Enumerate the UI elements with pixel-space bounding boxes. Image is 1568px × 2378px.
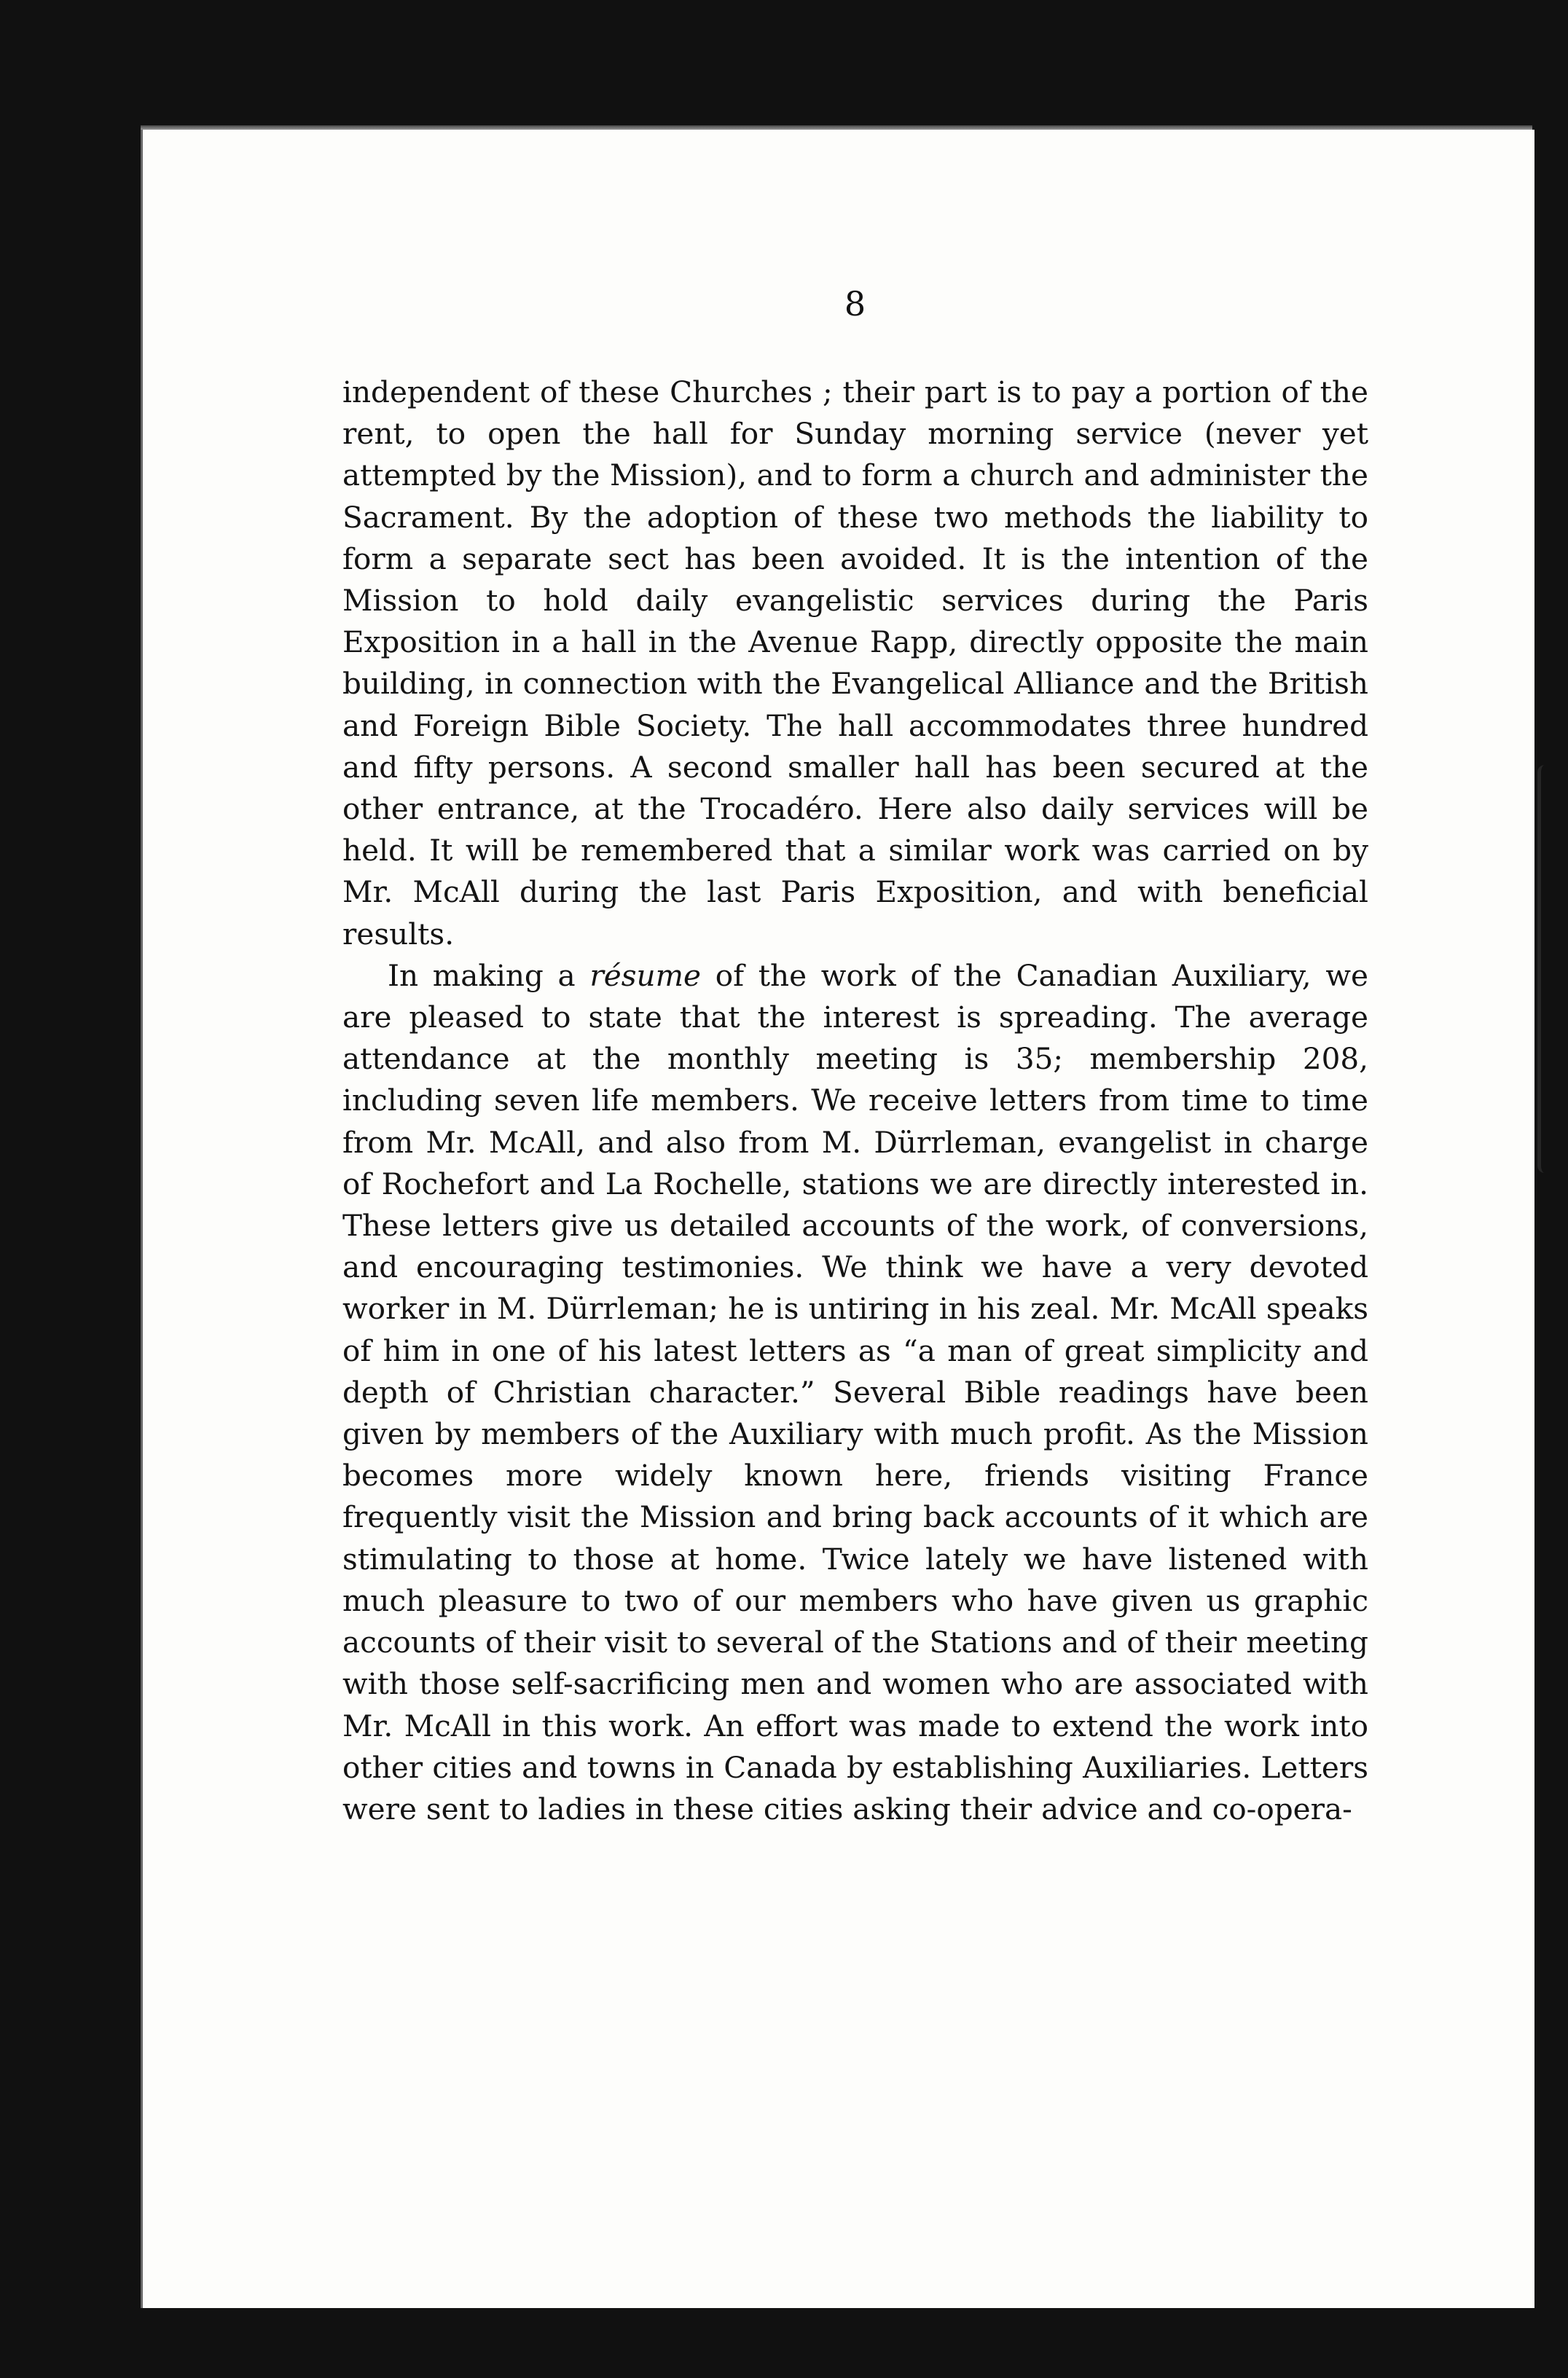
paragraph-2-text-start: In making a xyxy=(388,957,590,993)
paragraph-2-italic-word: résume xyxy=(589,957,701,993)
paragraph-1 xyxy=(342,372,1368,955)
page-fold-mark xyxy=(1537,765,1567,1173)
body-text xyxy=(342,372,1368,1830)
paragraph-2 xyxy=(342,955,1368,1830)
paragraph-1-text: independent of these Churches ; their part is to pay a portion of the rent, to open the hall for Sunday morning service (never yet attempted by the Mission), and to form a church and administer the Sacrament. By the adoption of these two methods the liability to form a separate sect has been avoided. It is the intention of the Mission to hold daily evangelistic services during the Paris Exposition in a hall in the Avenue Rapp, directly opposite the main building, in connection with the Evangelical Alliance and the British and Foreign Bible Society. The hall accommodates three hundred and fifty persons. A second smaller hall has been secured at the other entrance, at the Trocadéro. Here also daily services will be held. It will be remembered that a similar work was carried on by Mr. McAll during the last Paris Exposition, and with beneficial results. xyxy=(342,374,1368,951)
paragraph-2-text-rest: of the work of the Canadian Auxiliary, we are pleased to state that the interest is spreading. The average attendance at the monthly meeting is 35; membership 208, including seven life members. We receive letters from time to time from Mr. McAll, and also from M. Dürrleman, evangelist in charge of Rochefort and La Rochelle, stations we are directly interested in. These letters give us detailed accounts of the work, of conversions, and encouraging testimonies. We think we have a very devoted worker in M. Dürrleman; he is untiring in his zeal. Mr. McAll speaks of him in one of his latest letters as “a man of great simplicity and depth of Christian character.” Several Bible readings have been given by members of the Auxiliary with much profit. As the Mission becomes more widely known here, friends visiting France frequently visit the Mission and bring back accounts of it which are stimulating to those at home. Twice lately we have listened with much pleasure to two of our members who have given us graphic accounts of their visit to several of the Stations and of their meeting with those self-sacrificing men and women who are associated with Mr. McAll in this work. An effort was made to extend the work into other cities and towns in Canada by establishing Auxiliaries. Letters were sent to ladies in these cities asking their advice and co-opera- xyxy=(342,957,1369,1826)
page-number: 8 xyxy=(844,284,866,323)
